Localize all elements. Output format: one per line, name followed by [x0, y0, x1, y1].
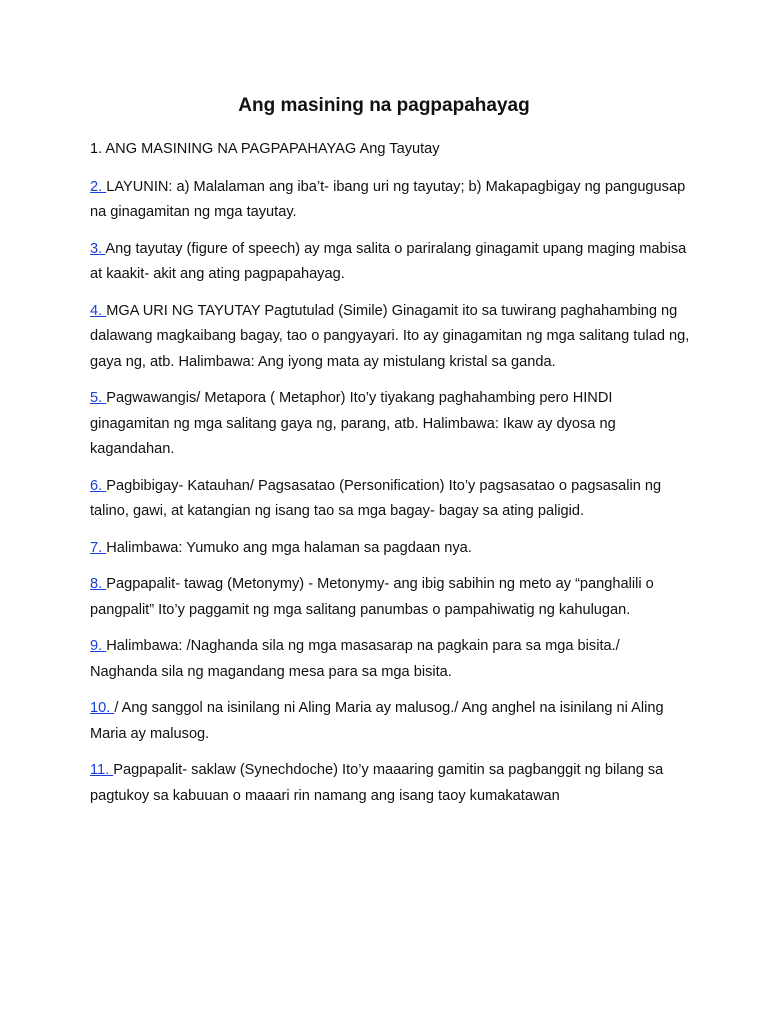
- paragraph-text: Halimbawa: Yumuko ang mga halaman sa pagdaan nya.: [106, 539, 472, 556]
- paragraph-number-link[interactable]: 9.: [90, 638, 107, 654]
- paragraph-text: Pagpapalit- saklaw (Synechdoche) Ito’y maaaring gamitin sa pagbanggit ng bilang sa pagtukoy sa kabuuan o maaari rin namang ang isang taoy kumakatawan: [90, 762, 664, 804]
- paragraph-text: MGA URI NG TAYUTAY Pagtutulad (Simile) Ginagamit ito sa tuwirang paghahambing ng dalawang magkaibang bagay, tao o pangyayari. Ito ay ginagamitan ng mga salitang tulad ng, gaya ng, atb. Halimbawa: Ang iyong mata ay mistulang kristal sa ganda.: [90, 302, 690, 370]
- paragraph-number-link[interactable]: 6.: [90, 477, 107, 494]
- paragraph-number-link[interactable]: 11.: [90, 762, 114, 778]
- paragraph-text: Pagbibigay- Katauhan/ Pagsasatao (Personification) Ito’y pagsasatao o pagsasalin ng talino, gawi, at katangian ng isang tao sa mga bagay- bagay sa ating paligid.: [90, 477, 662, 519]
- paragraph-number-link[interactable]: 10.: [90, 700, 115, 716]
- paragraph-number-link[interactable]: 4.: [90, 302, 107, 319]
- paragraph-number-link[interactable]: 2.: [90, 178, 107, 195]
- paragraph-number-link[interactable]: 7.: [90, 539, 107, 556]
- page-title: Ang masining na pagpapahayag: [238, 95, 530, 116]
- paragraph-4: [90, 299, 690, 376]
- paragraph-number-link[interactable]: 8.: [90, 576, 107, 592]
- paragraph-number-link[interactable]: 5.: [90, 390, 107, 406]
- paragraph-text: / Ang sanggol na isinilang ni Aling Maria ay malusog./ Ang anghel na isinilang ni Aling Maria ay malusog.: [90, 700, 664, 742]
- paragraph-text: LAYUNIN: a) Malalaman ang iba’t- ibang uri ng tayutay; b) Makapagbigay ng pangugusap na ginagamitan ng mga tayutay.: [90, 178, 686, 220]
- paragraph-7: [90, 536, 690, 562]
- paragraph-number-link[interactable]: 3.: [90, 240, 106, 257]
- paragraph-text: Halimbawa: /Naghanda sila ng mga masasarap na pagkain para sa mga bisita./ Naghanda sila ng magandang mesa para sa mga bisita.: [90, 638, 620, 680]
- paragraph-text: Pagpapalit- tawag (Metonymy) - Metonymy- ang ibig sabihin ng meto ay “panghalili o pangpalit” Ito’y paggamit ng mga salitang panumbas o pampahiwatig ng kahulugan.: [90, 576, 654, 618]
- paragraph-9: [90, 634, 690, 685]
- paragraph-text: Pagwawangis/ Metapora ( Metaphor) Ito’y tiyakang paghahambing pero HINDI ginagamitan ng mga salitang gaya ng, parang, atb. Halimbawa: Ikaw ay dyosa ng kagandahan.: [90, 390, 616, 457]
- paragraph-3: [90, 237, 690, 288]
- paragraph-8: [90, 572, 690, 623]
- paragraph-2: [90, 175, 690, 226]
- paragraph-10: [90, 696, 690, 747]
- paragraph-11: [90, 758, 690, 809]
- paragraph-1: 1. ANG MASINING NA PAGPAPAHAYAG Ang Tayutay: [90, 141, 440, 157]
- document-body: [90, 137, 690, 820]
- paragraph-5: [90, 386, 690, 463]
- paragraph-6: [90, 474, 690, 525]
- paragraph-text: Ang tayutay (figure of speech) ay mga salita o pariralang ginagamit upang maging mabisa at kaakit- akit ang ating pagpapahayag.: [90, 240, 687, 282]
